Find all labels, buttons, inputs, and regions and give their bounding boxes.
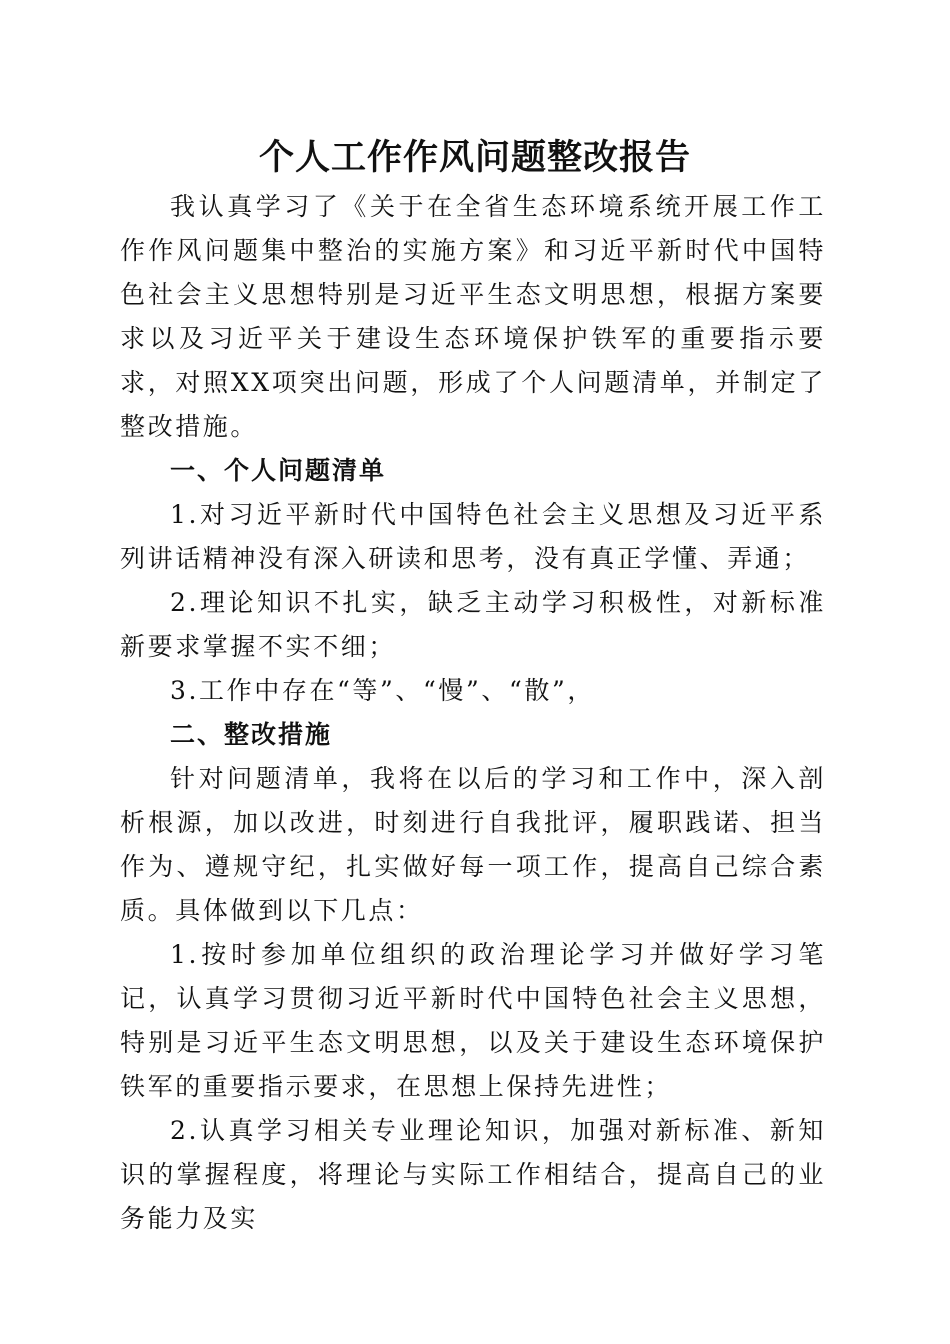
document-body [120, 185, 826, 1241]
measure-item-2: 2.认真学习相关专业理论知识，加强对新标准、新知识的掌握程度，将理论与实际工作相结合，提高自己的业务能力及实 [120, 1116, 826, 1233]
section-heading-problem-list: 一、个人问题清单 [170, 456, 387, 485]
section-heading-measures: 二、整改措施 [170, 720, 333, 749]
intro-paragraph: 我认真学习了《关于在全省生态环境系统开展工作工作作风问题集中整治的实施方案》和习近平新时代中国特色社会主义思想特别是习近平生态文明思想，根据方案要求以及习近平关于建设生态环境保护铁军的重要指示要求，对照XX项突出问题，形成了个人问题清单，并制定了整改措施。 [120, 192, 826, 441]
problem-item-3: 3.工作中存在“等”、“慢”、“散”， [170, 676, 595, 705]
measures-intro-paragraph: 针对问题清单，我将在以后的学习和工作中，深入剖析根源，加以改进，时刻进行自我批评，履职践诺、担当作为、遵规守纪，扎实做好每一项工作，提高自己综合素质。具体做到以下几点： [120, 764, 826, 925]
problem-item-1: 1.对习近平新时代中国特色社会主义思想及习近平系列讲话精神没有深入研读和思考，没有真正学懂、弄通； [120, 500, 826, 573]
problem-item-2: 2.理论知识不扎实，缺乏主动学习积极性，对新标准新要求掌握不实不细； [120, 588, 826, 661]
measure-item-1: 1.按时参加单位组织的政治理论学习并做好学习笔记，认真学习贯彻习近平新时代中国特色社会主义思想，特别是习近平生态文明思想，以及关于建设生态环境保护铁军的重要指示要求，在思想上保持先进性； [120, 940, 826, 1101]
document-title: 个人工作作风问题整改报告 [258, 137, 691, 178]
